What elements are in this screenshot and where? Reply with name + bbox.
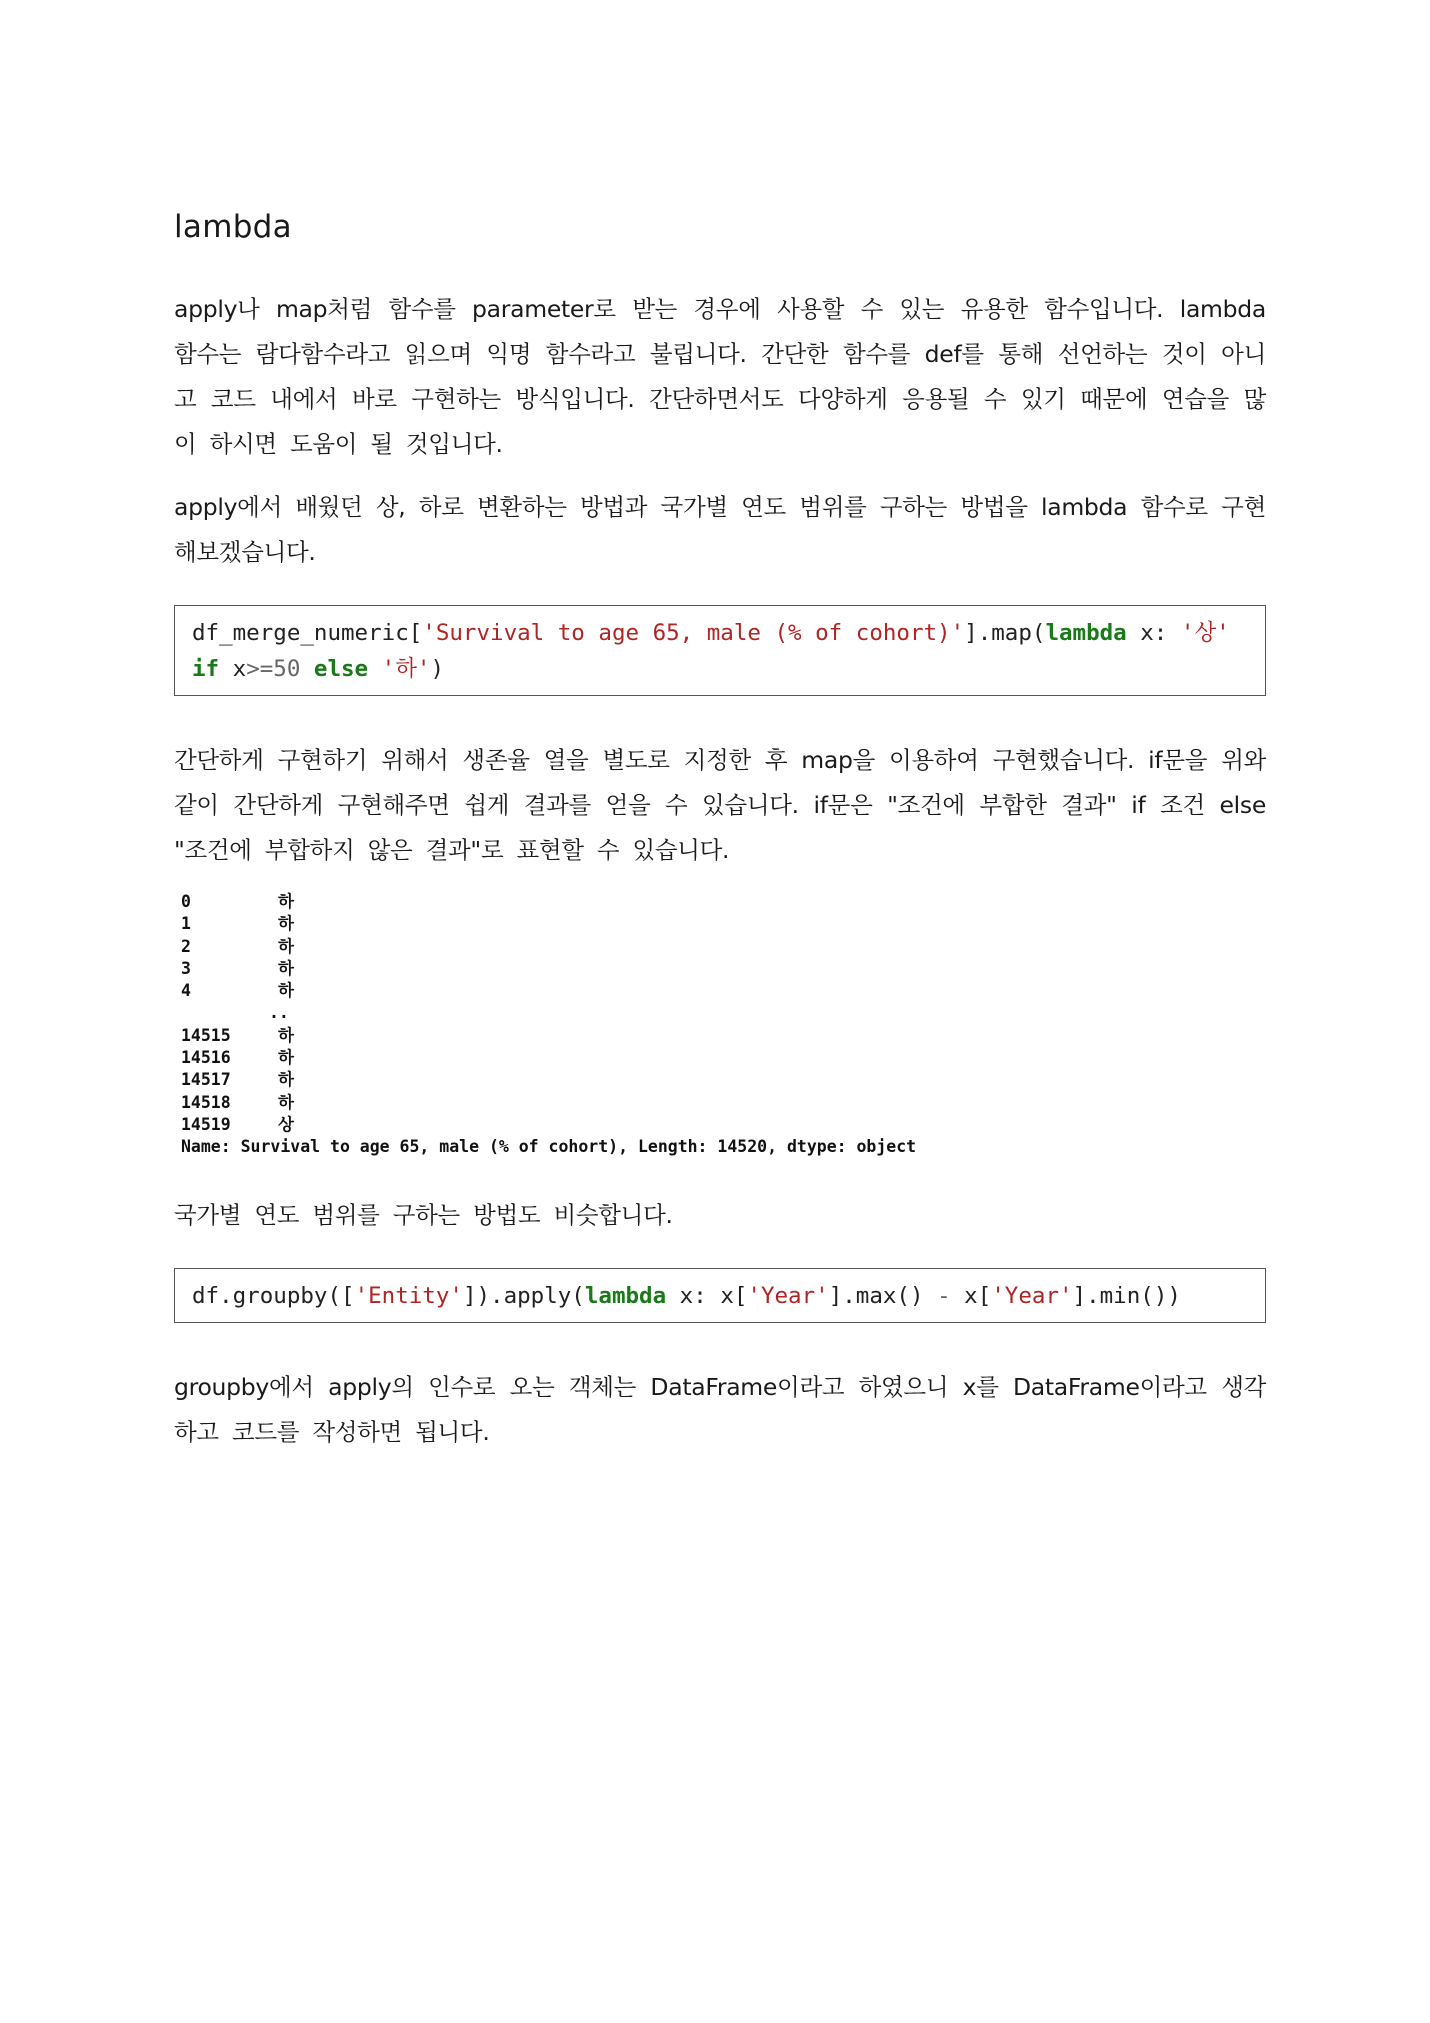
code-token: )	[430, 656, 445, 682]
code-token: x[	[950, 1282, 992, 1309]
row-value: 하	[278, 936, 294, 956]
code-token: x	[219, 656, 247, 682]
row-index: 3	[181, 958, 191, 978]
code-keyword: if	[192, 656, 220, 682]
code-operator: -	[937, 1282, 951, 1309]
code-number: 50	[273, 656, 301, 682]
groupby-intro-paragraph: 국가별 연도 범위를 구하는 방법도 비슷합니다.	[174, 1200, 673, 1229]
output-row	[181, 1069, 1266, 1091]
code-operator: >=	[246, 656, 274, 682]
code-keyword: else	[313, 656, 369, 682]
code-string: '하'	[381, 656, 431, 682]
code-token: ]).apply(	[462, 1282, 585, 1309]
code-token: df.groupby([	[192, 1282, 355, 1309]
code-keyword: lambda	[584, 1282, 667, 1309]
output-row	[181, 1025, 1266, 1047]
code-token: x:	[1126, 620, 1181, 646]
series-output	[181, 891, 1266, 1159]
row-value: 하	[278, 1048, 294, 1068]
code-block-groupby-lambda	[174, 1268, 1266, 1323]
row-value: 하	[278, 1025, 294, 1045]
output-row	[181, 958, 1266, 980]
row-value: 하	[278, 958, 294, 978]
code-string: 'Survival to age 65, male (% of cohort)'	[422, 620, 965, 646]
output-footer: Name: Survival to age 65, male (% of cohort), Length: 14520, dtype: object	[181, 1137, 917, 1157]
row-index: 14519	[181, 1114, 231, 1134]
output-row	[181, 913, 1266, 935]
explanation-paragraph: 간단하게 구현하기 위해서 생존율 열을 별도로 지정한 후 map을 이용하여 구현했습니다. if문을 위와 같이 간단하게 구현해주면 쉽게 결과를 얻을 수 있습니다. if문은 "조건에 부합한 결과" if 조건 else "조건에 부합하지 않은 결과"로 표현할 수 있습니다.	[174, 746, 1266, 864]
code-token	[300, 656, 314, 682]
section-title: lambda	[174, 209, 292, 245]
intro-paragraph: apply나 map처럼 함수를 parameter로 받는 경우에 사용할 수 있는 유용한 함수입니다. lambda 함수는 람다함수라고 읽으며 익명 함수라고 불립니다. 간단한 함수를 def를 통해 선언하는 것이 아니고 코드 내에서 바로 구현하는 방식입니다. 간단하면서도 다양하게 응용될 수 있기 때문에 연습을 많이 하시면 도움이 될 것입니다.	[174, 295, 1266, 458]
code-string: '상'	[1180, 620, 1230, 646]
output-ellipsis: ..	[269, 1003, 289, 1023]
output-row	[181, 980, 1266, 1002]
code-token: df_merge_numeric[	[192, 620, 423, 646]
row-index: 14516	[181, 1048, 231, 1068]
row-index: 14515	[181, 1025, 231, 1045]
output-row	[181, 1092, 1266, 1114]
code-string: 'Year'	[991, 1282, 1073, 1309]
row-index: 0	[181, 892, 191, 911]
output-row	[181, 936, 1266, 958]
output-row	[181, 1047, 1266, 1069]
code-string: 'Year'	[747, 1282, 829, 1309]
code-string: 'Entity'	[354, 1282, 463, 1309]
code-block-map-lambda	[174, 605, 1266, 696]
row-index: 14517	[181, 1070, 231, 1090]
conclusion-paragraph: groupby에서 apply의 인수로 오는 객체는 DataFrame이라고 하였으니 x를 DataFrame이라고 생각하고 코드를 작성하면 됩니다.	[174, 1372, 1266, 1446]
output-row	[181, 891, 1266, 913]
code-token: ].max()	[828, 1282, 938, 1309]
row-value: 하	[278, 892, 294, 911]
code-token: ].min())	[1072, 1282, 1181, 1309]
output-row	[181, 1114, 1266, 1136]
row-index: 1	[181, 914, 191, 934]
code-token: ].map(	[964, 620, 1046, 646]
row-index: 14518	[181, 1092, 231, 1112]
row-value: 상	[278, 1114, 294, 1134]
code-token: x: x[	[666, 1282, 748, 1309]
code-token	[1230, 620, 1244, 646]
row-value: 하	[278, 1092, 294, 1112]
row-value: 하	[278, 981, 294, 1001]
code-token	[368, 656, 382, 682]
row-index: 2	[181, 936, 191, 956]
code-keyword: lambda	[1045, 620, 1127, 646]
plan-paragraph: apply에서 배웠던 상, 하로 변환하는 방법과 국가별 연도 범위를 구하는 방법을 lambda 함수로 구현해보겠습니다.	[174, 493, 1266, 566]
row-value: 하	[278, 914, 294, 934]
row-value: 하	[278, 1070, 294, 1090]
row-index: 4	[181, 981, 191, 1001]
document-page	[174, 205, 1266, 1473]
